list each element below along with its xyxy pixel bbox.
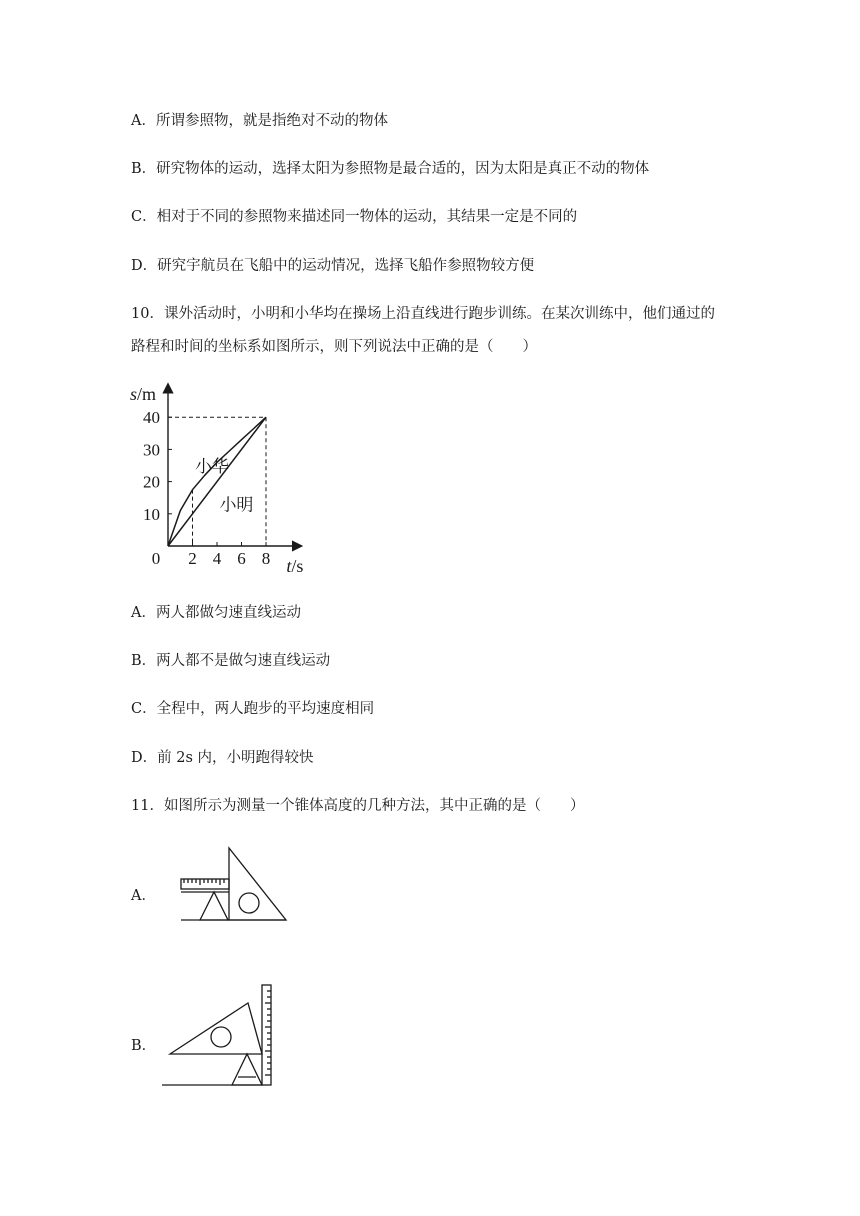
q10-stem-line1: 10．课外活动时，小明和小华均在操场上沿直线进行跑步训练。在某次训练中，他们通过的 bbox=[131, 306, 715, 322]
x-tick-label: 8 bbox=[261, 549, 271, 568]
origin-label: 0 bbox=[151, 549, 161, 568]
y-tick-label: 30 bbox=[143, 440, 160, 460]
cone-measure-diagram-a bbox=[178, 846, 290, 924]
st-graph-svg bbox=[120, 378, 350, 578]
x-axis-label: t/s bbox=[286, 556, 304, 576]
q11-option-a-label: A． bbox=[131, 888, 156, 904]
q11-figure-a bbox=[178, 846, 290, 928]
q10-option-c: C．全程中，两人跑步的平均速度相同 bbox=[131, 701, 375, 717]
st-graph bbox=[120, 378, 350, 582]
q10-option-b: B．两人都不是做匀速直线运动 bbox=[131, 653, 331, 669]
x-tick-label: 4 bbox=[212, 549, 222, 568]
q10-stem-line2: 路程和时间的坐标系如图所示，则下列说法中正确的是（ ） bbox=[131, 339, 537, 355]
y-tick-label: 10 bbox=[143, 504, 160, 524]
q11-stem: 11．如图所示为测量一个锥体高度的几种方法，其中正确的是（ ） bbox=[131, 798, 585, 814]
q11-option-b-label: B． bbox=[131, 1038, 157, 1054]
x-tick-label: 2 bbox=[188, 549, 197, 568]
series-line-1 bbox=[168, 417, 266, 546]
q10-option-a: A．两人都做匀速直线运动 bbox=[131, 605, 301, 621]
x-tick-label: 6 bbox=[237, 549, 246, 568]
series-label-xiaohua: 小华 bbox=[194, 456, 229, 477]
q9-option-c: C．相对于不同的参照物来描述同一物体的运动，其结果一定是不同的 bbox=[131, 209, 578, 225]
y-tick-label: 40 bbox=[143, 408, 160, 428]
y-tick-label: 20 bbox=[143, 472, 160, 492]
series-label-xiaoming: 小明 bbox=[219, 495, 254, 516]
q11-figure-b bbox=[160, 982, 280, 1092]
q10-option-d: D．前 2s 内，小明跑得较快 bbox=[131, 750, 314, 766]
q9-option-a: A．所谓参照物，就是指绝对不动的物体 bbox=[131, 113, 388, 129]
cone-measure-diagram-b bbox=[160, 982, 280, 1088]
q9-option-b: B．研究物体的运动，选择太阳为参照物是最合适的，因为太阳是真正不动的物体 bbox=[131, 161, 650, 177]
q9-option-d: D．研究宇航员在飞船中的运动情况，选择飞船作参照物较方便 bbox=[131, 258, 535, 274]
y-axis-label: s/m bbox=[130, 384, 157, 404]
